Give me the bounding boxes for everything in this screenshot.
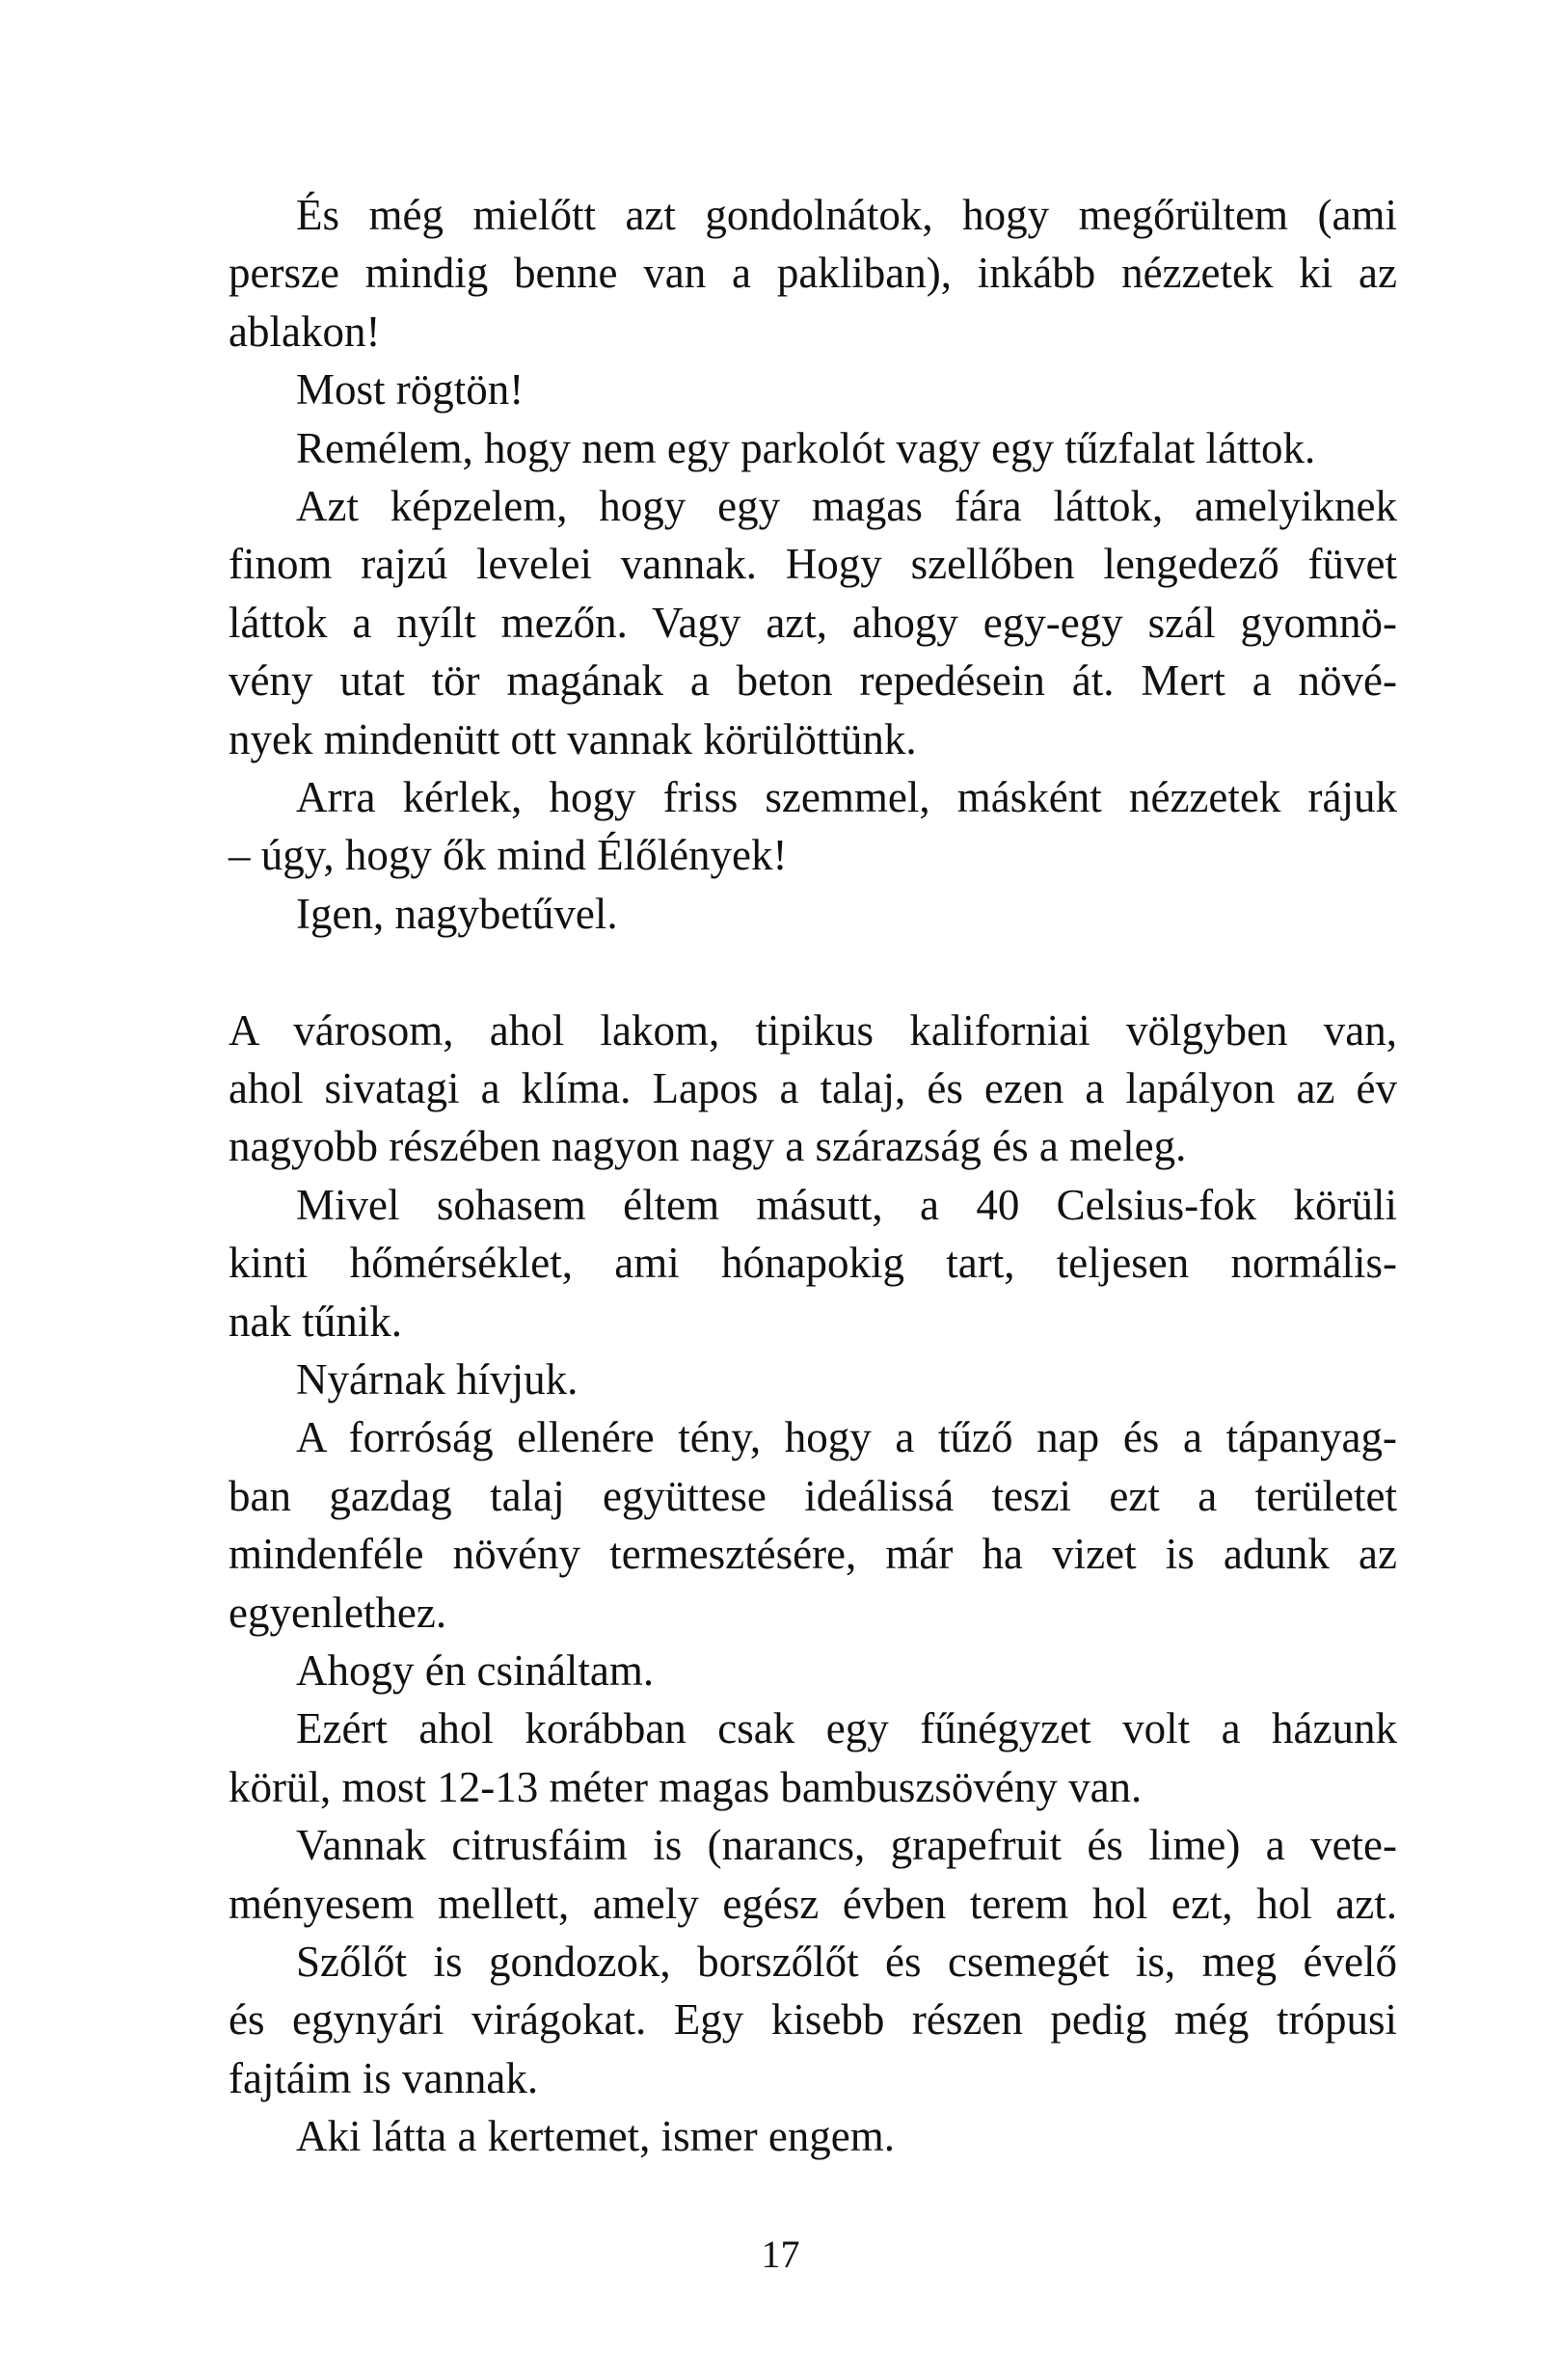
- text-line: ményesem mellett, amely egész évben terem hol ezt, hol azt.: [229, 1879, 1397, 1928]
- text-line: És még mielőtt azt gondolnátok, hogy megőrültem (ami: [296, 191, 1397, 239]
- text-line: finom rajzú levelei vannak. Hogy szellőben lengedező füvet: [229, 540, 1397, 589]
- text-line: – úgy, hogy ők mind Élőlények!: [229, 831, 788, 880]
- text-line: A forróság ellenére tény, hogy a tűző nap és a tápanyag-: [296, 1413, 1397, 1462]
- text-line: nak tűnik.: [229, 1297, 402, 1346]
- text-line: Ezért ahol korábban csak egy fűnégyzet volt a házunk: [296, 1704, 1397, 1753]
- text-line: Szőlőt is gondozok, borszőlőt és csemegét is, meg évelő: [296, 1938, 1397, 1986]
- text-line: nagyobb részében nagyon nagy a szárazság és a meleg.: [229, 1122, 1187, 1171]
- text-line: ban gazdag talaj együttese ideálissá teszi ezt a területet: [229, 1471, 1397, 1520]
- text-line: körül, most 12-13 méter magas bambuszsövény van.: [229, 1762, 1143, 1811]
- text-line: Nyárnak hívjuk.: [296, 1355, 579, 1404]
- text-line: vény utat tör magának a beton repedésein át. Mert a növé-: [229, 656, 1397, 706]
- text-line: Ahogy én csináltam.: [296, 1646, 655, 1695]
- text-line: Remélem, hogy nem egy parkolót vagy egy tűzfalat láttok.: [296, 423, 1316, 472]
- text-line: Azt képzelem, hogy egy magas fára láttok, amelyiknek: [296, 482, 1397, 530]
- text-line: láttok a nyílt mezőn. Vagy azt, ahogy egy-egy szál gyomnö-: [229, 598, 1397, 647]
- text-line: persze mindig benne van a pakliban), inkább nézzetek ki az: [229, 249, 1397, 298]
- text-line: Arra kérlek, hogy friss szemmel, másként nézzetek rájuk: [296, 773, 1397, 821]
- text-line: mindenféle növény termesztésére, már ha vizet is adunk az: [229, 1530, 1397, 1579]
- text-line: és egynyári virágokat. Egy kisebb részen pedig még trópusi: [229, 1995, 1397, 2045]
- text-line: A városom, ahol lakom, tipikus kaliforniai völgyben van,: [229, 1005, 1397, 1055]
- page-number: 17: [761, 2233, 800, 2276]
- text-line: nyek mindenütt ott vannak körülöttünk.: [229, 714, 917, 763]
- text-line: Vannak citrusfáim is (narancs, grapefruit és lime) a vete-: [296, 1821, 1397, 1870]
- text-line: egyenlethez.: [229, 1588, 447, 1637]
- text-line: Mivel sohasem éltem másutt, a 40 Celsius-fok körüli: [296, 1180, 1397, 1229]
- text-line: Most rögtön!: [296, 365, 525, 414]
- text-line: Aki látta a kertemet, ismer engem.: [296, 2112, 896, 2161]
- text-line: fajtáim is vannak.: [229, 2053, 539, 2102]
- text-line: ablakon!: [229, 307, 381, 356]
- text-line: kinti hőmérséklet, ami hónapokig tart, teljesen normális-: [229, 1239, 1397, 1288]
- text-line: Igen, nagybetűvel.: [296, 889, 618, 938]
- text-line: ahol sivatagi a klíma. Lapos a talaj, és ezen a lapályon az év: [229, 1064, 1397, 1112]
